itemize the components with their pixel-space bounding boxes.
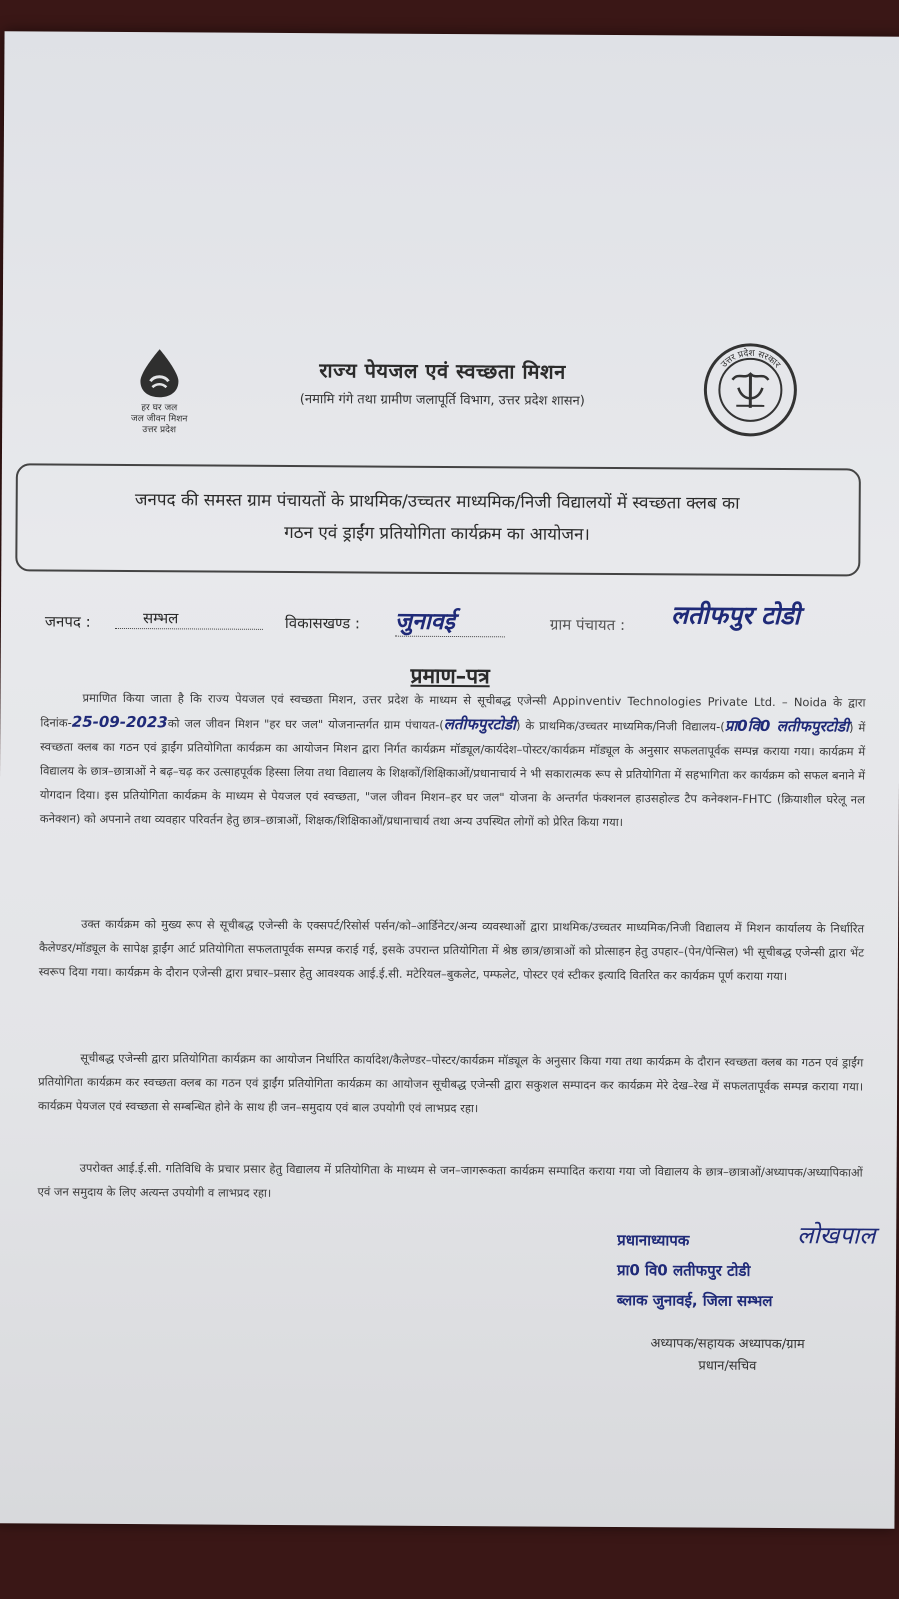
para1-gram-panchayat: लतीफपुरटोडी [443, 714, 517, 734]
gram-panchayat-value: लतीफपुर टोडी [670, 600, 801, 631]
district-label: जनपद : [44, 612, 91, 631]
org-name: राज्य पेयजल एवं स्वच्छता मिशन [319, 358, 566, 384]
para1-text-d: ) में स्वच्छता क्लब का गठन एवं ड्राईंग प्रतियोगिता कार्यक्रम का आयोजन मिशन द्वारा निर्गत कार्यक्रम मॉड्यूल/कार्यदेश–पोस्टर/कार्यक्रम मॉड्यूल के अनुसार सफलतापूर्वक सम्पन्न कराया गया। कार्यक्रम में विद्यालय के छात्र–छात्राओं ने बढ़–चढ़ कर उत्साहपूर्वक हिस्सा लिया तथा विद्यालय के शिक्षकों/शिक्षिकाओं/प्रधानाचार्य ने भी सकारात्मक रूप से प्रतियोगिता में सहभागिता कर कार्यक्रम को सफल बनाने में योगदान दिया। इस प्रतियोगिता कार्यक्रम के माध्यम से पेयजल एवं स्वच्छता, "जल जीवन मिशन–हर घर जल" योजना के अन्तर्गत फंक्शनल हाउसहोल्ड टैप कनेक्शन-FHTC (क्रियाशील घरेलू नल कनेक्शन) को अपनाने तथा व्यवहार परिवर्तन हेतु छात्र–छात्राओं, शिक्षक/शिक्षिकाओं/प्रधानाचार्य तथा अन्य उपस्थित लोगों को प्रेरित किया गया। [39, 720, 866, 830]
paragraph-2 [39, 911, 864, 988]
logo-text-3: उत्तर प्रदेश [142, 425, 177, 436]
water-drop-icon [134, 347, 184, 399]
block-value: जुनावई [395, 604, 505, 638]
designation-line-1: अध्यापक/सहायक अध्यापक/ग्राम [650, 1336, 805, 1353]
district-value: सम्भल [115, 608, 263, 630]
paragraph-1 [40, 686, 866, 836]
signature: लोखपाल [797, 1221, 876, 1250]
para1-text-a: प्रमाणित किया जाता है कि राज्य पेयजल एवं स्वच्छता मिशन, उत्तर प्रदेश के माध्यम से सूचीबद्ध एजेन्सी Appinventiv Technologies Private Ltd. – Noida के द्वारा दिनांक- [40, 690, 866, 730]
paragraph-4 [37, 1155, 862, 1208]
stamp-line-1: प्रधानाध्यापक [617, 1231, 690, 1250]
para4-text: उपरोक्त आई.ई.सी. गतिविधि के प्रचार प्रसार हेतु विद्यालय में प्रतियोगिता के माध्यम से जन–जागरूकता कार्यक्रम सम्पादित कराया गया जो विद्यालय के छात्र–छात्राओं/अध्यापक/अध्यापिकाओं एवं जन समुदाय के लिए अत्यन्त उपयोगी व लाभप्रद रहा। [37, 1160, 863, 1200]
gram-panchayat-label: ग्राम पंचायत : [549, 615, 626, 635]
title-text [29, 483, 844, 552]
stamp-line-3: ब्लाक जुनावई, जिला सम्भल [616, 1291, 773, 1310]
certificate-paper [0, 31, 899, 1528]
title-line-1: जनपद की समस्त ग्राम पंचायतों के प्राथमिक/उच्चतर माध्यमिक/निजी विद्यालयों में स्वच्छता क्लब का [134, 490, 740, 514]
title-box [15, 463, 861, 576]
para1-school: प्रा0वि0 लतीफपुरटोडी [724, 716, 850, 736]
seal-text: उत्तर प्रदेश सरकार [719, 348, 782, 371]
designation-line-2: प्रधान/सचिव [698, 1358, 757, 1374]
paragraph-3 [38, 1045, 863, 1122]
har-ghar-jal-logo [114, 347, 205, 437]
org-header [232, 356, 652, 410]
org-subtitle: (नमामि गंगे तथा ग्रामीण जलापूर्ति विभाग, उत्तर प्रदेश शासन) [299, 392, 585, 409]
para1-date: 25-09-2023 [71, 712, 168, 732]
para3-text: सूचीबद्ध एजेन्सी द्वारा प्रतियोगिता कार्यक्रम का आयोजन निर्धारित कार्यादेश/कैलेण्डर–पोस्टर/कार्यक्रम मॉड्यूल के अनुसार किया गया तथा कार्यक्रम के दौरान स्वच्छता क्लब का गठन एवं ड्राईंग प्रतियोगिता कार्यक्रम कर स्वच्छता क्लब का गठन एवं ड्राईंग प्रतियोगिता कार्यक्रम का आयोजन सूचीबद्ध एजेन्सी द्वारा सकुशल सम्पादन कर कार्यक्रम मेरे देख–रेख में सफलतापूर्वक सम्पन्न कराया गया। कार्यक्रम पेयजल एवं स्वच्छता से सम्बन्धित होने के साथ ही जन–समुदाय एवं बाल उपयोगी एवं लाभप्रद रहा। [37, 1050, 864, 1116]
emblem-icon [702, 342, 799, 439]
up-government-seal [702, 342, 799, 439]
certificate-heading: प्रमाण–पत्र [410, 663, 490, 689]
logo-text-2: जल जीवन मिशन [130, 414, 188, 425]
para1-text-c: ) के प्राथमिक/उच्चतर माध्यमिक/निजी विद्यालय-( [515, 718, 725, 734]
logo-text-1: हर घर जल [141, 403, 178, 414]
block-label: विकासखण्ड : [284, 613, 361, 633]
para2-text: उक्त कार्यक्रम को मुख्य रूप से सूचीबद्ध एजेन्सी के एक्सपर्ट/रिसोर्स पर्सन/को–आर्डिनेटर/अन्य व्यवस्थाओं द्वारा प्राथमिक/उच्चतर माध्यमिक/निजी विद्यालय में मिशन कार्यालय के निर्धारित कैलेण्डर/मॉड्यूल के सापेक्ष ड्राईंग आर्ट प्रतियोगिता सफलतापूर्वक सम्पन्न कराई गई, इसके उपरान्त प्रतियोगिता में श्रेष्ठ छात्र/छात्राओं को प्रोत्साहन हेतु उपहार–(पेन/पेन्सिल) भी सूचीबद्ध एजेन्सी द्वारा भेंट स्वरूप दिया गया। कार्यक्रम के दौरान एजेन्सी द्वारा प्रचार–प्रसार हेतु आवश्यक आई.ई.सी. मटेरियल–बुकलेट, पम्फलेट, पोस्टर एवं स्टीकर इत्यादि वितरित कर कार्यक्रम पूर्ण कराया गया। [38, 916, 865, 984]
designation [602, 1333, 852, 1379]
para1-text-b: को जल जीवन मिशन "हर घर जल" योजनान्तर्गत ग्राम पंचायत-( [167, 716, 444, 732]
title-line-2: गठन एवं ड्राईंग प्रतियोगिता कार्यक्रम का आयोजन। [284, 522, 590, 545]
location-fields [44, 600, 895, 651]
stamp-line-2: प्रा0 वि0 लतीफपुर टोडी [616, 1261, 751, 1280]
